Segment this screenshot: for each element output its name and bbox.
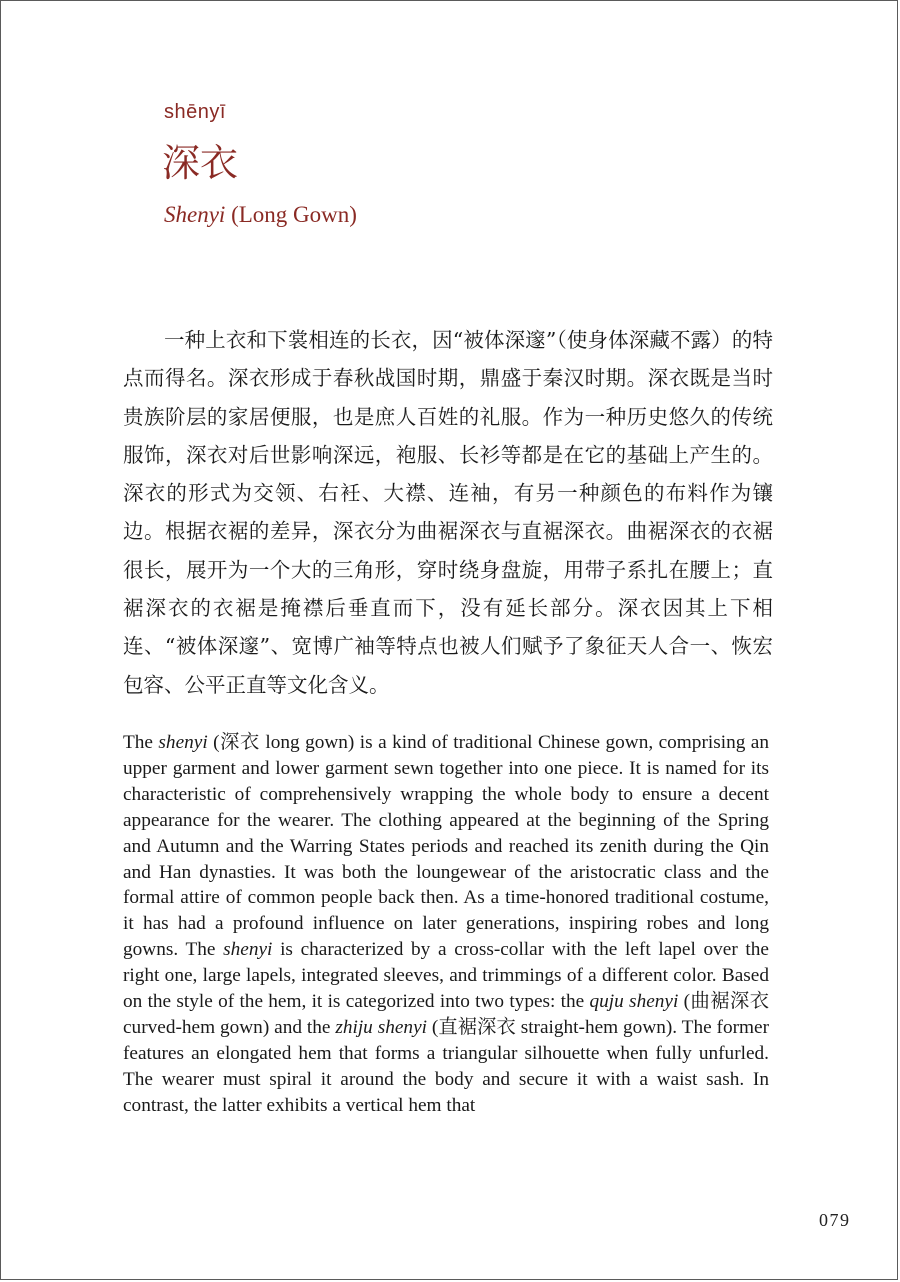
en-text-segment: (直裾深衣 straight-hem gown). The former features an elongated hem that forms a triangular silhouette when fully unfurled. The wearer must spiral it around the body and secure it with a waist sash. In contrast, the latter exhibits a vertical hem that: [123, 1016, 769, 1116]
english-title-term: Shenyi: [164, 202, 226, 227]
chinese-paragraph: 一种上衣和下裳相连的长衣，因“被体深邃”（使身体深藏不露）的特点而得名。深衣形成于春秋战国时期，鼎盛于秦汉时期。深衣既是当时贵族阶层的家居便服，也是庶人百姓的礼服。作为一种历史悠久的传统服饰，深衣对后世影响深远，袍服、长衫等都是在它的基础上产生的。深衣的形式为交领、右衽、大襟、连袖，有另一种颜色的布料作为镶边。根据衣裾的差异，深衣分为曲裾深衣与直裾深衣。曲裾深衣的衣裾很长，展开为一个大的三角形，穿时绕身盘旋，用带子系扎在腰上；直裾深衣的衣裾是掩襟后垂直而下，没有延长部分。深衣因其上下相连、“被体深邃”、宽博广袖等特点也被人们赋予了象征天人合一、恢宏包容、公平正直等文化含义。: [123, 328, 773, 697]
pinyin-heading: shēnyī: [164, 101, 226, 123]
en-italic-term: shenyi: [223, 939, 273, 961]
en-italic-term: shenyi: [158, 732, 208, 753]
chinese-title: 深衣: [162, 141, 239, 185]
en-italic-term: zhiju shenyi: [335, 1016, 427, 1038]
english-title-gloss: (Long Gown): [225, 202, 357, 227]
english-title: [164, 202, 357, 228]
en-text-segment: The: [123, 732, 159, 753]
en-italic-term: quju shenyi: [589, 991, 679, 1013]
en-text-segment: (曲裾深衣 curved-hem gown) and the: [123, 991, 770, 1038]
en-text-segment: (深衣 long gown) is a kind of traditional Chinese gown, comprising an upper garment and lower garment sewn together into one piece. It is named for its characteristic of comprehensively wrapping the whole body to ensure a decent appearance for the wearer. The clothing appeared at the beginning of the Spring and Autumn and the Warring States periods and reached its zenith during the Qin and Han dynasties. It was both the loungewear of the aristocratic class and the formal attire of common people back then. As a time-honored traditional costume, it has had a profound influence on later generations, inspiring robes and long gowns. The: [123, 732, 770, 961]
en-text-segment: is characterized by a cross-collar with the left lapel over the right one, large lapels, integrated sleeves, and trimmings of a different color. Based on the style of the hem, it is categorized into two types: the: [123, 939, 769, 1013]
english-paragraph: [123, 730, 769, 1119]
page-number: 079: [819, 1210, 851, 1230]
